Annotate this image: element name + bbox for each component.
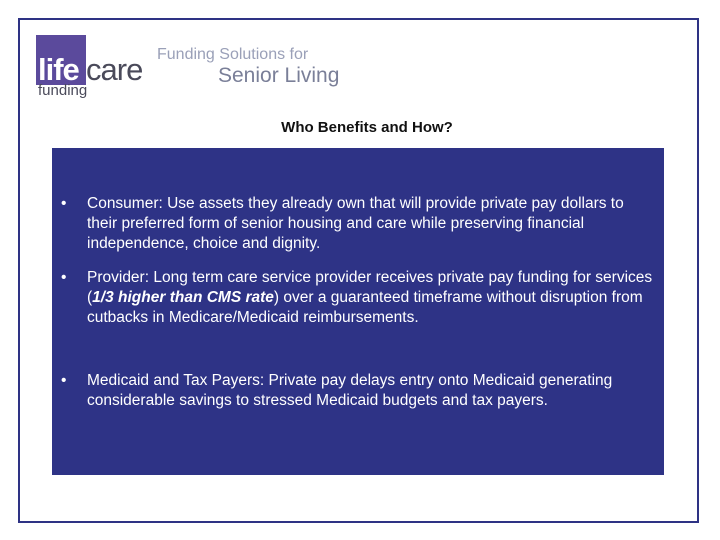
lifecare-funding-logo — [36, 35, 143, 102]
tagline-line-1: Funding Solutions for — [157, 46, 309, 63]
bullet-dot-icon: • — [61, 372, 67, 389]
bullet-text-before: Provider: Long term care service provider receives private pay funding for services ( — [87, 269, 653, 306]
bullet-dot-icon: • — [61, 195, 67, 212]
bullet-medicaid — [61, 371, 656, 411]
bullet-provider — [61, 268, 656, 328]
bullet-consumer — [61, 194, 656, 254]
bullet-text: Consumer: Use assets they already own that will provide private pay dollars to their preferred form of senior housing and care while preserving financial independence, choice and dignity. — [87, 195, 624, 252]
bullet-emphasis: 1/3 higher than CMS rate — [92, 289, 274, 306]
bullet-dot-icon: • — [61, 269, 67, 286]
content-panel — [52, 148, 664, 475]
bullet-text: Medicaid and Tax Payers: Private pay delays entry onto Medicaid generating considerable savings to stressed Medicaid budgets and tax payers. — [87, 372, 613, 409]
logo-word-care: care — [86, 52, 143, 87]
slide-heading: Who Benefits and How? — [281, 119, 453, 136]
bullet-text — [87, 268, 656, 328]
logo-word-funding: funding — [38, 82, 88, 99]
bullet-text-after: ) over a guaranteed timeframe without disruption from cutbacks in Medicare/Medicaid reimbursements. — [87, 289, 643, 326]
tagline-line-2: Senior Living — [218, 64, 340, 87]
logo-word-life: life — [38, 52, 79, 87]
